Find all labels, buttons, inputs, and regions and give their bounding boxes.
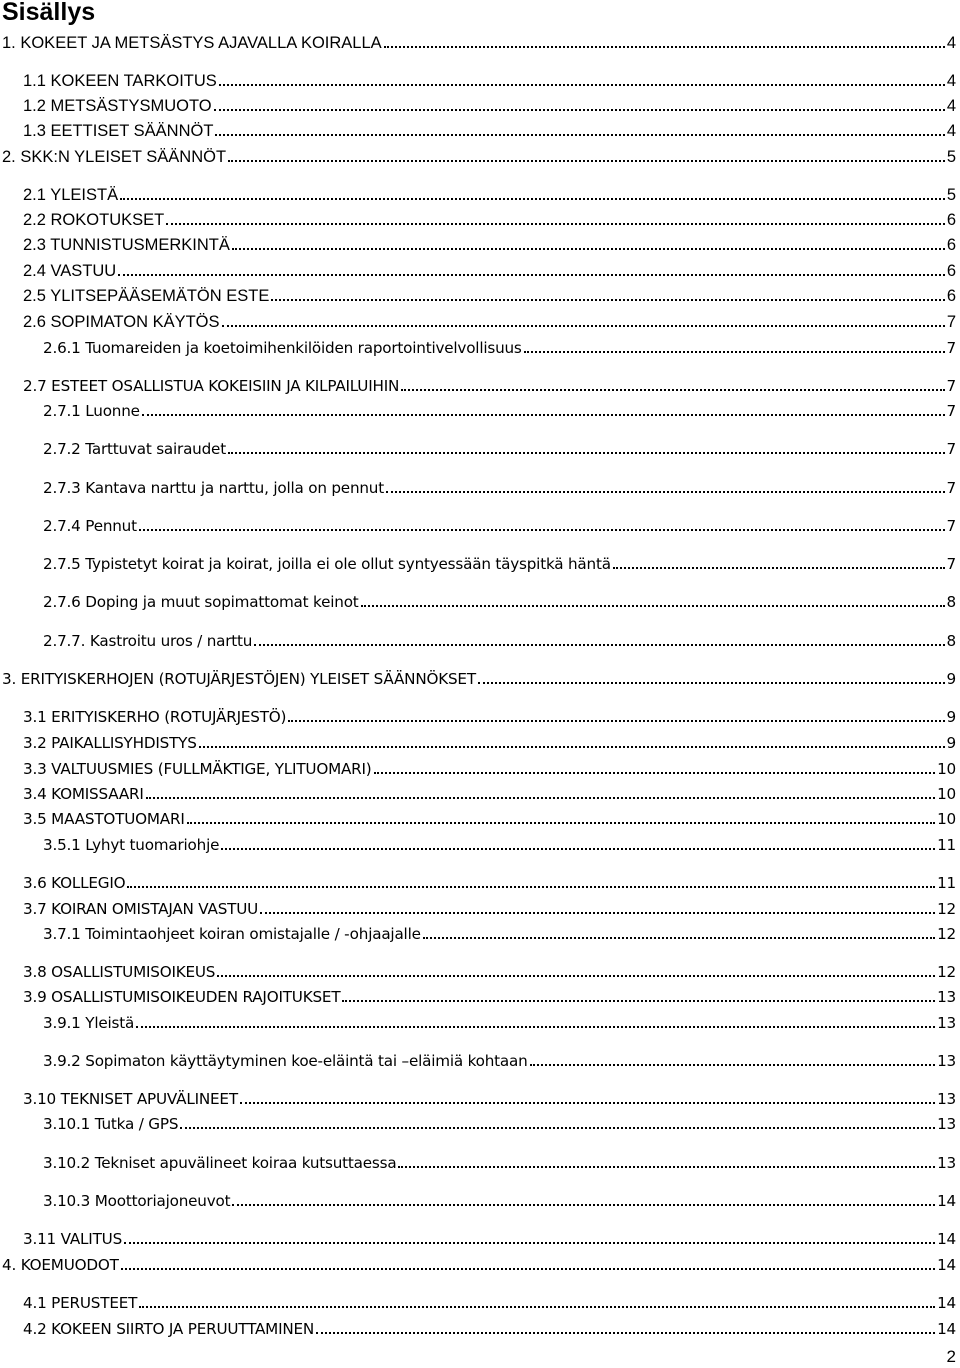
- dot-leader: [215, 134, 944, 136]
- dot-leader: [219, 84, 945, 86]
- dot-leader: [118, 274, 945, 276]
- toc-entry-label: 2.5 YLITSEPÄÄSEMÄTÖN ESTE: [23, 287, 270, 305]
- toc-entry-page: 6: [946, 211, 956, 229]
- toc-entry-label: 3.11 VALITUS: [23, 1230, 123, 1248]
- toc-entry-label: 2.7.3 Kantava narttu ja narttu, jolla on pennut: [43, 479, 384, 497]
- toc-entry-label: 2.1 YLEISTÄ: [23, 186, 119, 204]
- toc-entry-page: 13: [937, 988, 956, 1006]
- dot-leader: [384, 46, 945, 48]
- toc-entry-label: 3.5 MAASTOTUOMARI: [23, 810, 185, 828]
- toc-entry-page: 9: [946, 670, 956, 688]
- dot-leader: [139, 529, 945, 531]
- toc-entry-label: 2.7.2 Tarttuvat sairaudet: [43, 440, 226, 458]
- toc-entry-label: 1.2 METSÄSTYSMUOTO: [23, 97, 212, 115]
- toc-entry-label: 3.9 OSALLISTUMISOIKEUDEN RAJOITUKSET: [23, 988, 341, 1006]
- toc-entry[interactable]: [43, 924, 956, 944]
- toc-entry-page: 13: [937, 1154, 956, 1172]
- dot-leader: [142, 414, 945, 416]
- dot-leader: [217, 975, 935, 977]
- toc-entry-label: 2.3 TUNNISTUSMERKINTÄ: [23, 236, 230, 254]
- toc-entry[interactable]: [43, 835, 956, 855]
- toc-entry-page: 7: [946, 479, 956, 497]
- toc-entry[interactable]: [23, 121, 956, 141]
- toc-entry-page: 8: [946, 593, 956, 611]
- toc-entry-label: 3.3 VALTUUSMIES (FULLMÄKTIGE, YLITUOMARI): [23, 760, 372, 778]
- toc-entry[interactable]: [23, 261, 956, 281]
- toc-entry-page: 10: [937, 760, 956, 778]
- dot-leader: [136, 1026, 935, 1028]
- toc-entry-label: 3. ERITYISKERHOJEN (ROTUJÄRJESTÖJEN) YLEISET SÄÄNNÖKSET: [2, 670, 476, 688]
- toc-entry-label: 2. SKK:N YLEISET SÄÄNNÖT: [2, 148, 227, 166]
- dot-leader: [401, 389, 944, 391]
- toc-entry[interactable]: [23, 96, 956, 116]
- toc-entry[interactable]: [43, 338, 956, 358]
- dot-leader: [180, 1127, 935, 1129]
- toc-entry[interactable]: [23, 784, 956, 804]
- toc-entry-page: 10: [937, 810, 956, 828]
- toc-entry[interactable]: [23, 376, 956, 396]
- toc-entry[interactable]: [23, 962, 956, 982]
- toc-entry[interactable]: [23, 1293, 956, 1313]
- toc-entry-page: 7: [946, 339, 956, 357]
- dot-leader: [124, 1242, 935, 1244]
- dot-leader: [288, 720, 944, 722]
- dot-leader: [240, 1102, 935, 1104]
- page-title: Sisällys: [2, 0, 96, 26]
- toc-entry-page: 4: [946, 97, 956, 115]
- toc-entry-page: 6: [946, 287, 956, 305]
- dot-leader: [524, 351, 945, 353]
- toc-entry-page: 14: [937, 1256, 956, 1274]
- toc-entry[interactable]: [23, 185, 956, 205]
- toc-entry[interactable]: [23, 1229, 956, 1249]
- toc-entry-label: 1.1 KOKEEN TARKOITUS: [23, 72, 217, 90]
- toc-entry-page: 7: [946, 517, 956, 535]
- toc-entry-label: 3.10 TEKNISET APUVÄLINEET: [23, 1090, 238, 1108]
- toc-entry[interactable]: [23, 899, 956, 919]
- toc-entry-page: 14: [937, 1192, 956, 1210]
- toc-entry[interactable]: [23, 312, 956, 332]
- toc-entry-page: 7: [946, 440, 956, 458]
- dot-leader: [166, 223, 945, 225]
- toc-entry-page: 13: [937, 1115, 956, 1133]
- dot-leader: [423, 937, 935, 939]
- toc-entry[interactable]: [43, 1114, 956, 1134]
- dot-leader: [222, 325, 945, 327]
- toc-entry[interactable]: [43, 401, 956, 421]
- toc-entry[interactable]: [23, 1319, 956, 1339]
- dot-leader: [228, 452, 945, 454]
- toc-entry-page: 4: [946, 122, 956, 140]
- toc-entry-page: 5: [946, 186, 956, 204]
- toc-entry[interactable]: [23, 1089, 956, 1109]
- dot-leader: [386, 491, 945, 493]
- dot-leader: [478, 682, 945, 684]
- toc-entry-label: 4. KOEMUODOT: [2, 1256, 119, 1274]
- dot-leader: [121, 1268, 935, 1270]
- toc-entry-label: 3.9.1 Yleistä: [43, 1014, 135, 1032]
- toc-entry[interactable]: [23, 759, 956, 779]
- toc-entry-label: 2.4 VASTUU: [23, 262, 117, 280]
- dot-leader: [271, 299, 944, 301]
- dot-leader: [232, 248, 945, 250]
- toc-entry-page: 14: [937, 1294, 956, 1312]
- toc-entry-label: 3.10.1 Tutka / GPS: [43, 1115, 179, 1133]
- toc-entry-page: 14: [937, 1320, 956, 1338]
- toc-entry[interactable]: [43, 554, 956, 574]
- toc-entry[interactable]: [23, 707, 956, 727]
- dot-leader: [613, 567, 945, 569]
- toc-entry-page: 7: [946, 377, 956, 395]
- toc-entry-page: 4: [946, 72, 956, 90]
- dot-leader: [254, 644, 944, 646]
- toc-entry-label: 3.8 OSALLISTUMISOIKEUS: [23, 963, 216, 981]
- dot-leader: [199, 746, 945, 748]
- toc-entry-page: 9: [946, 708, 956, 726]
- toc-entry-label: 2.6.1 Tuomareiden ja koetoimihenkilöiden raportointivelvollisuus: [43, 339, 522, 357]
- dot-leader: [139, 1306, 935, 1308]
- toc-entry[interactable]: [23, 235, 956, 255]
- toc-entry-page: 13: [937, 1014, 956, 1032]
- toc-entry-page: 7: [946, 555, 956, 573]
- dot-leader: [398, 1166, 935, 1168]
- toc-entry-label: 3.10.3 Moottoriajoneuvot: [43, 1192, 231, 1210]
- toc-entry-label: 3.10.2 Tekniset apuvälineet koiraa kutsuttaessa: [43, 1154, 397, 1172]
- toc-entry[interactable]: [23, 873, 956, 893]
- toc-entry-page: 9: [946, 734, 956, 752]
- dot-leader: [232, 1204, 935, 1206]
- dot-leader: [146, 797, 935, 799]
- toc-entry[interactable]: [23, 210, 956, 230]
- toc-entry-label: 3.4 KOMISSAARI: [23, 785, 144, 803]
- toc-entry-label: 2.7.1 Luonne: [43, 402, 140, 420]
- toc-entry[interactable]: [23, 987, 956, 1007]
- toc-entry-label: 2.7.6 Doping ja muut sopimattomat keinot: [43, 593, 359, 611]
- toc-entry-page: 14: [937, 1230, 956, 1248]
- toc-entry[interactable]: [43, 592, 956, 612]
- toc-entry-page: 12: [937, 900, 956, 918]
- toc-entry-page: 13: [937, 1052, 956, 1070]
- toc-entry-label: 2.2 ROKOTUKSET: [23, 211, 165, 229]
- toc-entry-label: 3.1 ERITYISKERHO (ROTUJÄRJESTÖ): [23, 708, 287, 726]
- toc-entry-label: 2.7.7. Kastroitu uros / narttu: [43, 632, 253, 650]
- toc-entry-label: 3.7 KOIRAN OMISTAJAN VASTUU: [23, 900, 259, 918]
- toc-entry-page: 11: [937, 836, 956, 854]
- dot-leader: [374, 772, 936, 774]
- toc-entry-page: 7: [946, 313, 956, 331]
- toc-entry[interactable]: [23, 809, 956, 829]
- toc-entry-label: 3.9.2 Sopimaton käyttäytyminen koe-eläintä tai –eläimiä kohtaan: [43, 1052, 528, 1070]
- toc-entry-page: 8: [946, 632, 956, 650]
- dot-leader: [120, 198, 945, 200]
- dot-leader: [221, 848, 935, 850]
- toc-entry-page: 13: [937, 1090, 956, 1108]
- toc-entry-page: 11: [937, 874, 956, 892]
- toc-entry[interactable]: [43, 1013, 956, 1033]
- toc-entry-label: 3.7.1 Toimintaohjeet koiran omistajalle / -ohjaajalle: [43, 925, 421, 943]
- toc-entry[interactable]: [2, 33, 956, 53]
- dot-leader: [260, 912, 935, 914]
- dot-leader: [228, 160, 945, 162]
- toc-entry-page: 12: [937, 963, 956, 981]
- toc-entry-label: 4.2 KOKEEN SIIRTO JA PERUUTTAMINEN: [23, 1320, 315, 1338]
- toc-entry-label: 3.2 PAIKALLISYHDISTYS: [23, 734, 197, 752]
- toc-entry-label: 4.1 PERUSTEET: [23, 1294, 138, 1312]
- toc-entry-page: 5: [946, 148, 956, 166]
- toc-entry[interactable]: [2, 1255, 956, 1275]
- toc-entry[interactable]: [2, 669, 956, 689]
- toc-entry[interactable]: [43, 631, 956, 651]
- toc-entry[interactable]: [43, 1153, 956, 1173]
- toc-entry-page: 6: [946, 262, 956, 280]
- toc-entry-page: 4: [946, 34, 956, 52]
- toc-entry[interactable]: [43, 1051, 956, 1071]
- toc-entry[interactable]: [23, 733, 956, 753]
- dot-leader: [316, 1332, 935, 1334]
- toc-entry-label: 3.5.1 Lyhyt tuomariohje: [43, 836, 220, 854]
- dot-leader: [361, 605, 945, 607]
- toc-entry-page: 7: [946, 402, 956, 420]
- toc-entry[interactable]: [43, 1191, 956, 1211]
- dot-leader: [187, 822, 935, 824]
- toc-entry-label: 2.6 SOPIMATON KÄYTÖS: [23, 313, 220, 331]
- toc-entry-label: 2.7.4 Pennut: [43, 517, 137, 535]
- toc-entry-label: 2.7.5 Typistetyt koirat ja koirat, joilla ei ole ollut syntyessään täyspitkä häntä: [43, 555, 611, 573]
- toc-entry-label: 2.7 ESTEET OSALLISTUA KOKEISIIN JA KILPAILUIHIN: [23, 377, 400, 395]
- toc-entry-page: 10: [937, 785, 956, 803]
- toc-entry-page: 12: [937, 925, 956, 943]
- toc-entry-label: 3.6 KOLLEGIO: [23, 874, 126, 892]
- toc-entry[interactable]: [43, 478, 956, 498]
- toc-entry-label: 1.3 EETTISET SÄÄNNÖT: [23, 122, 214, 140]
- dot-leader: [127, 886, 935, 888]
- toc-entry[interactable]: [23, 286, 956, 306]
- toc-entry[interactable]: [43, 439, 956, 459]
- toc-entry[interactable]: [23, 71, 956, 91]
- dot-leader: [530, 1064, 936, 1066]
- toc-entry-label: 1. KOKEET JA METSÄSTYS AJAVALLA KOIRALLA: [2, 34, 382, 52]
- toc-entry-page: 6: [946, 236, 956, 254]
- dot-leader: [214, 109, 945, 111]
- toc-entry[interactable]: [2, 147, 956, 167]
- dot-leader: [342, 1000, 935, 1002]
- page-number: 2: [946, 1347, 956, 1366]
- toc-entry[interactable]: [43, 516, 956, 536]
